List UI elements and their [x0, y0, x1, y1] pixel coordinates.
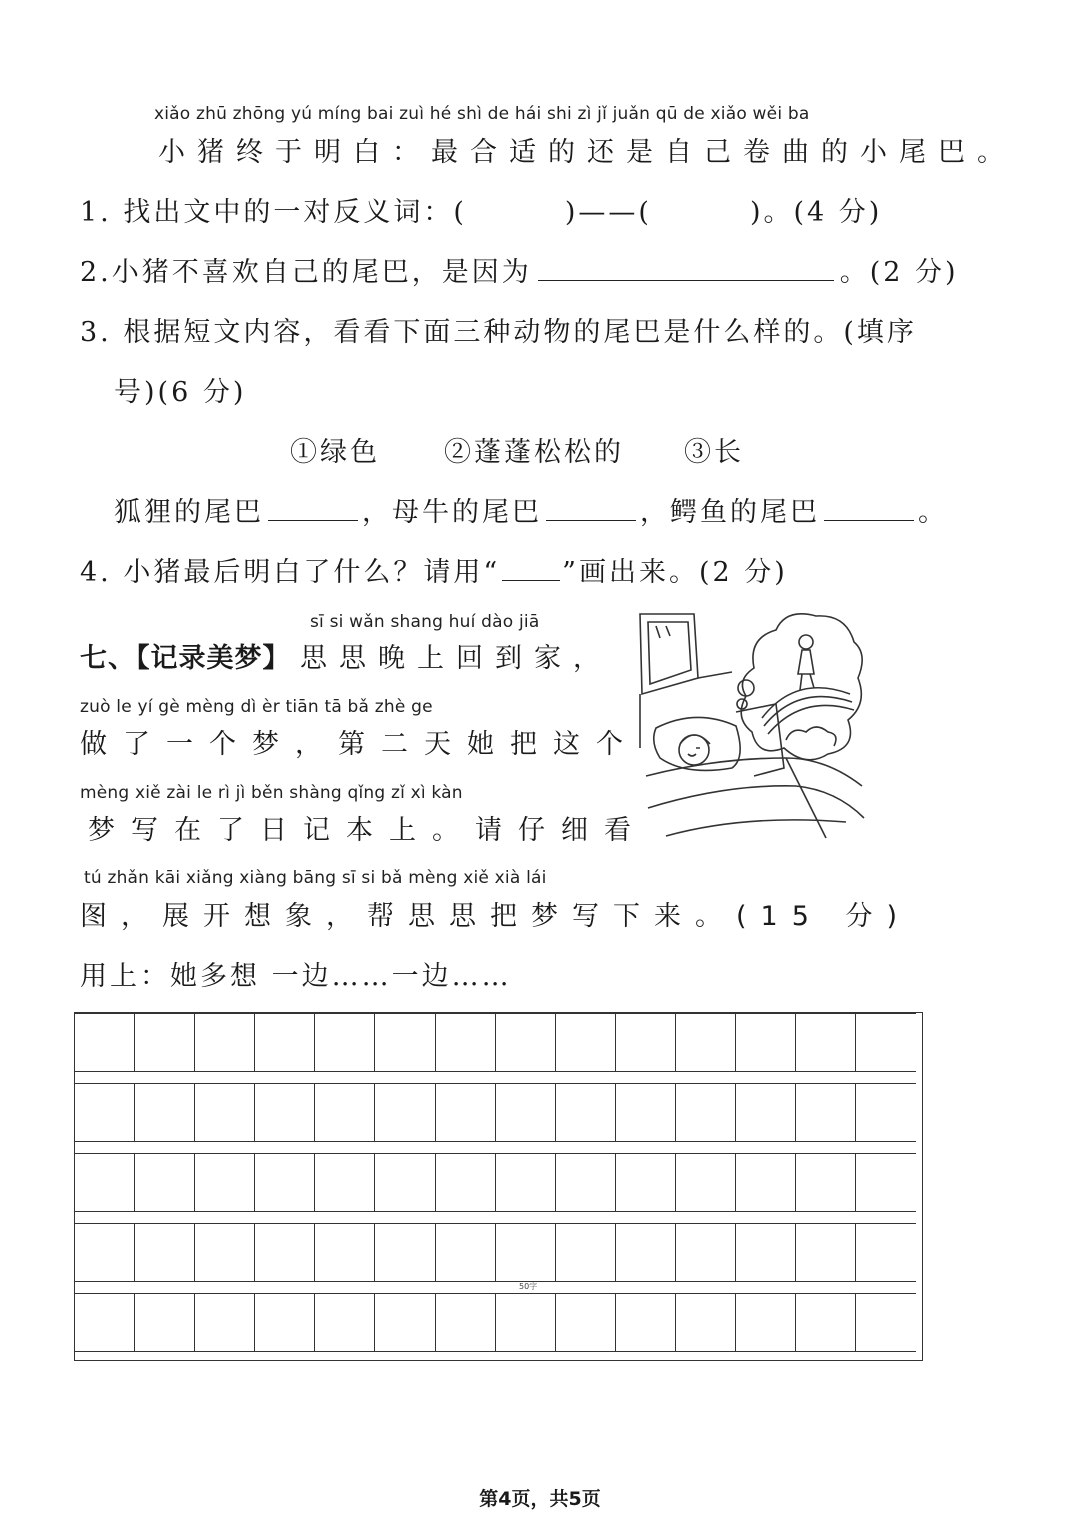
- fifty-char-mark: 50字: [519, 1282, 538, 1291]
- answer-blank[interactable]: [538, 279, 834, 281]
- grid-cell[interactable]: [135, 1013, 195, 1072]
- grid-cell[interactable]: [315, 1083, 375, 1142]
- s7-text-1: 思思晚上回到家，: [300, 643, 612, 674]
- grid-cell[interactable]: [315, 1223, 375, 1282]
- grid-cell[interactable]: [375, 1153, 435, 1212]
- grid-cell[interactable]: [736, 1013, 796, 1072]
- s7-pinyin-1: sī si wǎn shang huí dào jiā: [310, 612, 540, 632]
- grid-cell[interactable]: [255, 1153, 315, 1212]
- grid-cell[interactable]: [135, 1223, 195, 1282]
- grid-cell[interactable]: [676, 1153, 736, 1212]
- grid-cell[interactable]: [195, 1083, 255, 1142]
- grid-cell[interactable]: [736, 1223, 796, 1282]
- grid-cell[interactable]: [616, 1223, 676, 1282]
- grid-cell[interactable]: [375, 1013, 435, 1072]
- grid-cell[interactable]: [75, 1083, 135, 1142]
- grid-row: [75, 1293, 922, 1352]
- grid-cell[interactable]: [796, 1013, 856, 1072]
- grid-cell[interactable]: [556, 1293, 616, 1352]
- grid-cell[interactable]: [856, 1153, 916, 1212]
- grid-cell[interactable]: [796, 1153, 856, 1212]
- grid-cell[interactable]: [556, 1083, 616, 1142]
- grid-cell[interactable]: [556, 1153, 616, 1212]
- s7-text-4: 图，展开想象，帮思思把梦写下来。(15 分): [80, 901, 912, 932]
- grid-cell[interactable]: [796, 1223, 856, 1282]
- grid-cell[interactable]: [556, 1223, 616, 1282]
- grid-cell[interactable]: [676, 1083, 736, 1142]
- crocodile-tail-blank[interactable]: [824, 519, 914, 521]
- story-end-text: 小猪终于明白：最合适的还是自己卷曲的小尾巴。: [158, 137, 1016, 168]
- page-footer: 第4页，共5页: [479, 1488, 601, 1510]
- question-4: 4. 小猪最后明白了什么？请用“ ”画出来。(2 分): [80, 557, 788, 588]
- grid-cell[interactable]: [496, 1153, 556, 1212]
- s7-pinyin-3: mèng xiě zài le rì jì běn shàng qǐng zǐ xì kàn: [80, 783, 463, 803]
- grid-cell[interactable]: [436, 1083, 496, 1142]
- grid-cell[interactable]: [436, 1223, 496, 1282]
- grid-row: [75, 1153, 922, 1212]
- grid-cell[interactable]: [676, 1293, 736, 1352]
- grid-cell[interactable]: [676, 1013, 736, 1072]
- grid-cell[interactable]: [375, 1293, 435, 1352]
- s7-pinyin-2: zuò le yí gè mèng dì èr tiān tā bǎ zhè ge: [80, 697, 433, 717]
- grid-cell[interactable]: [135, 1083, 195, 1142]
- grid-cell[interactable]: [616, 1293, 676, 1352]
- grid-cell[interactable]: [736, 1153, 796, 1212]
- grid-cell[interactable]: [436, 1013, 496, 1072]
- question-3-cont: 号)(6 分): [114, 377, 247, 408]
- q3-option-1: ①绿色: [290, 437, 380, 468]
- dream-illustration: [636, 608, 868, 840]
- underline-mark: [502, 579, 560, 581]
- grid-cell[interactable]: [856, 1223, 916, 1282]
- grid-cell[interactable]: [255, 1223, 315, 1282]
- grid-cell[interactable]: [75, 1293, 135, 1352]
- grid-cell[interactable]: [75, 1223, 135, 1282]
- grid-cell[interactable]: [676, 1223, 736, 1282]
- grid-cell[interactable]: [856, 1013, 916, 1072]
- grid-cell[interactable]: [496, 1013, 556, 1072]
- grid-cell[interactable]: [195, 1013, 255, 1072]
- grid-cell[interactable]: [436, 1293, 496, 1352]
- section-7-heading: 七、【记录美梦】: [80, 643, 291, 674]
- grid-cell[interactable]: [736, 1293, 796, 1352]
- grid-cell[interactable]: [496, 1083, 556, 1142]
- s7-text-3: 梦写在了日记本上。请仔细看: [88, 815, 647, 846]
- grid-cell[interactable]: [856, 1083, 916, 1142]
- grid-cell[interactable]: [255, 1293, 315, 1352]
- grid-cell[interactable]: [796, 1293, 856, 1352]
- grid-cell[interactable]: [616, 1083, 676, 1142]
- question-3: 3. 根据短文内容，看看下面三种动物的尾巴是什么样的。(填序: [80, 317, 917, 348]
- grid-cell[interactable]: [135, 1293, 195, 1352]
- grid-cell[interactable]: [255, 1013, 315, 1072]
- grid-cell[interactable]: [496, 1223, 556, 1282]
- grid-cell[interactable]: [315, 1013, 375, 1072]
- grid-cell[interactable]: [315, 1293, 375, 1352]
- grid-cell[interactable]: [616, 1153, 676, 1212]
- q3-option-3: ③长: [684, 437, 744, 468]
- grid-cell[interactable]: [135, 1153, 195, 1212]
- fox-tail-blank[interactable]: [268, 519, 358, 521]
- grid-cell[interactable]: [375, 1083, 435, 1142]
- grid-cell[interactable]: [255, 1083, 315, 1142]
- story-end-pinyin: xiǎo zhū zhōng yú míng bai zuì hé shì de hái shi zì jǐ juǎn qū de xiǎo wěi ba: [154, 104, 810, 124]
- grid-cell[interactable]: [195, 1223, 255, 1282]
- grid-row: [75, 1013, 922, 1072]
- question-1: 1. 找出文中的一对反义词：( )——( )。(4 分): [80, 197, 883, 228]
- grid-cell[interactable]: [796, 1083, 856, 1142]
- q3-option-2: ②蓬蓬松松的: [444, 437, 624, 468]
- grid-cell[interactable]: [856, 1293, 916, 1352]
- grid-cell[interactable]: [496, 1293, 556, 1352]
- grid-cell[interactable]: [195, 1153, 255, 1212]
- grid-cell[interactable]: [736, 1083, 796, 1142]
- grid-cell[interactable]: [556, 1013, 616, 1072]
- writing-hint: 用上：她多想 一边……一边……: [80, 961, 512, 992]
- grid-cell[interactable]: [315, 1153, 375, 1212]
- writing-grid: [74, 1012, 924, 1361]
- s7-pinyin-4: tú zhǎn kāi xiǎng xiàng bāng sī si bǎ mèng xiě xià lái: [84, 868, 547, 888]
- grid-row: [75, 1223, 922, 1282]
- grid-cell[interactable]: [436, 1153, 496, 1212]
- cow-tail-blank[interactable]: [546, 519, 636, 521]
- s7-text-2: 做了一个梦，第二天她把这个: [80, 729, 639, 760]
- grid-row: [75, 1083, 922, 1142]
- grid-cell[interactable]: [75, 1153, 135, 1212]
- grid-cell[interactable]: [195, 1293, 255, 1352]
- grid-cell[interactable]: [75, 1013, 135, 1072]
- grid-cell[interactable]: [616, 1013, 676, 1072]
- question-2: 2.小猪不喜欢自己的尾巴，是因为 。(2 分): [80, 257, 959, 288]
- grid-cell[interactable]: [375, 1223, 435, 1282]
- q3-fill-line: 狐狸的尾巴 ，母牛的尾巴 ，鳄鱼的尾巴 。: [114, 497, 948, 528]
